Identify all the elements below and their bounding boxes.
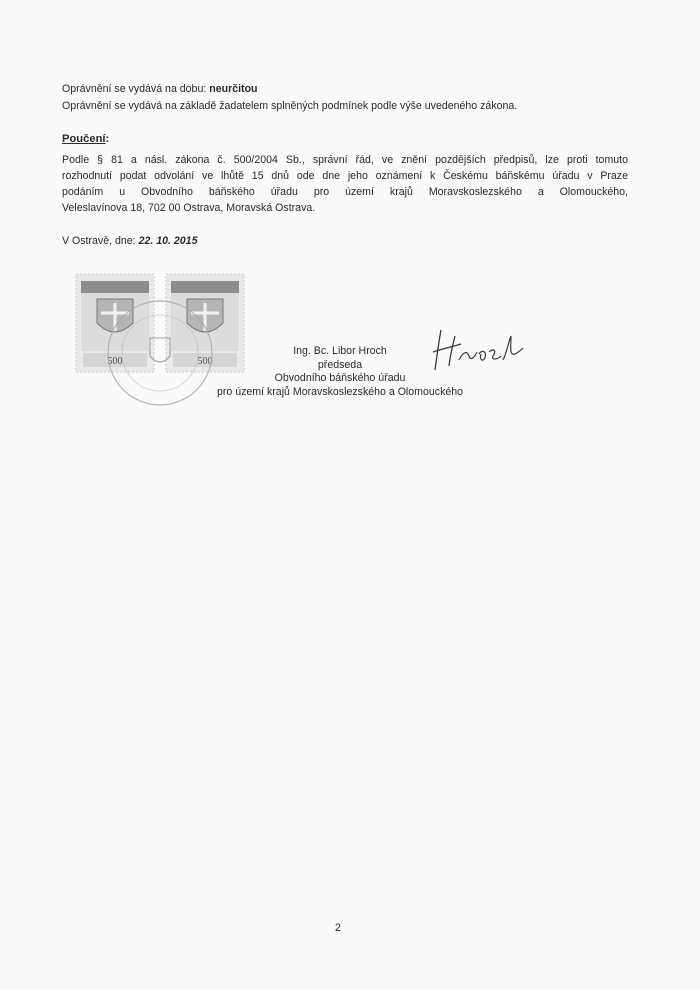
instruction-heading-colon: : bbox=[105, 133, 110, 145]
instruction-line-3: podáním u Obvodního báňského úřadu pro území krajů Moravskoslezského a Olomouckého, bbox=[62, 186, 628, 198]
svg-text:500: 500 bbox=[197, 356, 213, 367]
validity-line-2: Oprávnění se vydává na základě žadatelem splněných podmínek podle výše uvedeného zákona. bbox=[62, 100, 518, 112]
signatory-office: Obvodního báňského úřadu bbox=[274, 372, 406, 384]
signatory-name: Ing. Bc. Libor Hroch bbox=[293, 345, 387, 357]
instruction-line-1: Podle § 81 a násl. zákona č. 500/2004 Sb., správní řád, ve znění pozdějších předpisů, lze proti tomuto bbox=[62, 154, 628, 166]
date-label: V Ostravě, dne: bbox=[62, 235, 136, 247]
signatory-role: předseda bbox=[317, 358, 363, 371]
official-round-seal bbox=[105, 298, 215, 408]
validity-line-1 bbox=[62, 81, 258, 97]
date-value: 22. 10. 2015 bbox=[138, 235, 198, 247]
validity-value: neurčitou bbox=[209, 83, 258, 95]
instruction-heading bbox=[62, 131, 109, 147]
page-number: 2 bbox=[335, 922, 341, 934]
instruction-heading-text: Poučení bbox=[62, 133, 106, 145]
validity-label: Oprávnění se vydává na dobu: bbox=[62, 83, 207, 95]
signature-block bbox=[197, 345, 480, 399]
svg-text:500: 500 bbox=[107, 356, 123, 367]
instruction-line-2: rozhodnutí podat odvolání ve lhůtě 15 dnů ode dne jeho oznámení k Českému báňskému úřadu v Praze bbox=[62, 170, 628, 182]
instruction-line-4: Veleslavínova 18, 702 00 Ostrava, Moravská Ostrava. bbox=[62, 202, 316, 214]
signatory-region: pro území krajů Moravskoslezského a Olomouckého bbox=[216, 385, 464, 398]
date-line bbox=[62, 233, 197, 249]
